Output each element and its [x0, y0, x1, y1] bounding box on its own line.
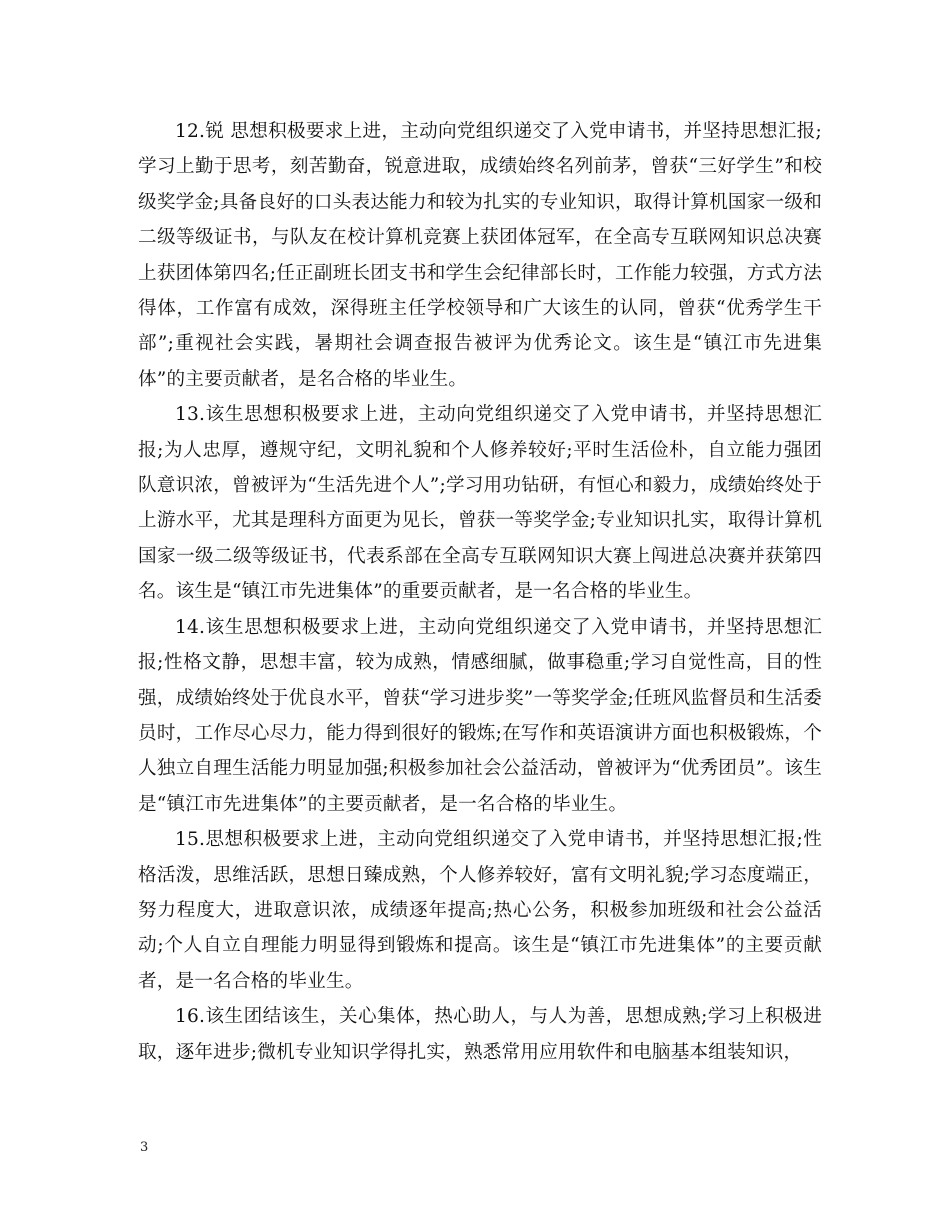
- paragraph-13: 13.该生思想积极要求上进，主动向党组织递交了入党申请书，并坚持思想汇报;为人忠厚，遵规守纪，文明礼貌和个人修养较好;平时生活俭朴，自立能力强团队意识浓，曾被评为“生活先进个人”;学习用功钻研，有恒心和毅力，成绩始终处于上游水平，尤其是理科方面更为见长，曾获一等奖学金;专业知识扎实，取得计算机国家一级二级等级证书，代表系部在全高专互联网知识大赛上闯进总决赛并获第四名。该生是“镇江市先进集体”的重要贡献者，是一名合格的毕业生。: [138, 404, 822, 603]
- paragraph-12: 12.锐 思想积极要求上进，主动向党组织递交了入党申请书，并坚持思想汇报;学习上勤于思考，刻苦勤奋，锐意进取，成绩始终名列前茅，曾获“三好学生”和校级奖学金;具备良好的口头表达能力和较为扎实的专业知识，取得计算机国家一级和二级等级证书，与队友在校计算机竞赛上获团体冠军，在全高专互联网知识总决赛上获团体第四名;任正副班长团支书和学生会纪律部长时，工作能力较强，方式方法得体，工作富有成效，深得班主任学校领导和广大该生的认同，曾获“优秀学生干部”;重视社会实践，暑期社会调查报告被评为优秀论文。该生是“镇江市先进集体”的主要贡献者，是名合格的毕业生。: [138, 121, 822, 390]
- paragraph-16: 16.该生团结该生，关心集体，热心助人，与人为善，思想成熟;学习上积极进取，逐年进步;微机专业知识学得扎实，熟悉常用应用软件和电脑基本组装知识，: [138, 1006, 822, 1063]
- paragraph-14: 14.该生思想积极要求上进，主动向党组织递交了入党申请书，并坚持思想汇报;性格文静，思想丰富，较为成熟，情感细腻，做事稳重;学习自觉性高，目的性强，成绩始终处于优良水平，曾获“学习进步奖”一等奖学金;任班风监督员和生活委员时，工作尽心尽力，能力得到很好的锻炼;在写作和英语演讲方面也积极锻炼，个人独立自理生活能力明显加强;积极参加社会公益活动，曾被评为“优秀团员”。该生是“镇江市先进集体”的主要贡献者，是一名合格的毕业生。: [138, 616, 822, 815]
- document-body: [138, 114, 822, 1070]
- paragraph-15: 15.思想积极要求上进，主动向党组织递交了入党申请书，并坚持思想汇报;性格活泼，思维活跃，思想日臻成熟，个人修养较好，富有文明礼貌;学习态度端正，努力程度大，进取意识浓，成绩逐年提高;热心公务，积极参加班级和社会公益活动;个人自立自理能力明显得到锻炼和提高。该生是“镇江市先进集体”的主要贡献者，是一名合格的毕业生。: [138, 829, 822, 992]
- page-number: 3: [140, 1140, 149, 1155]
